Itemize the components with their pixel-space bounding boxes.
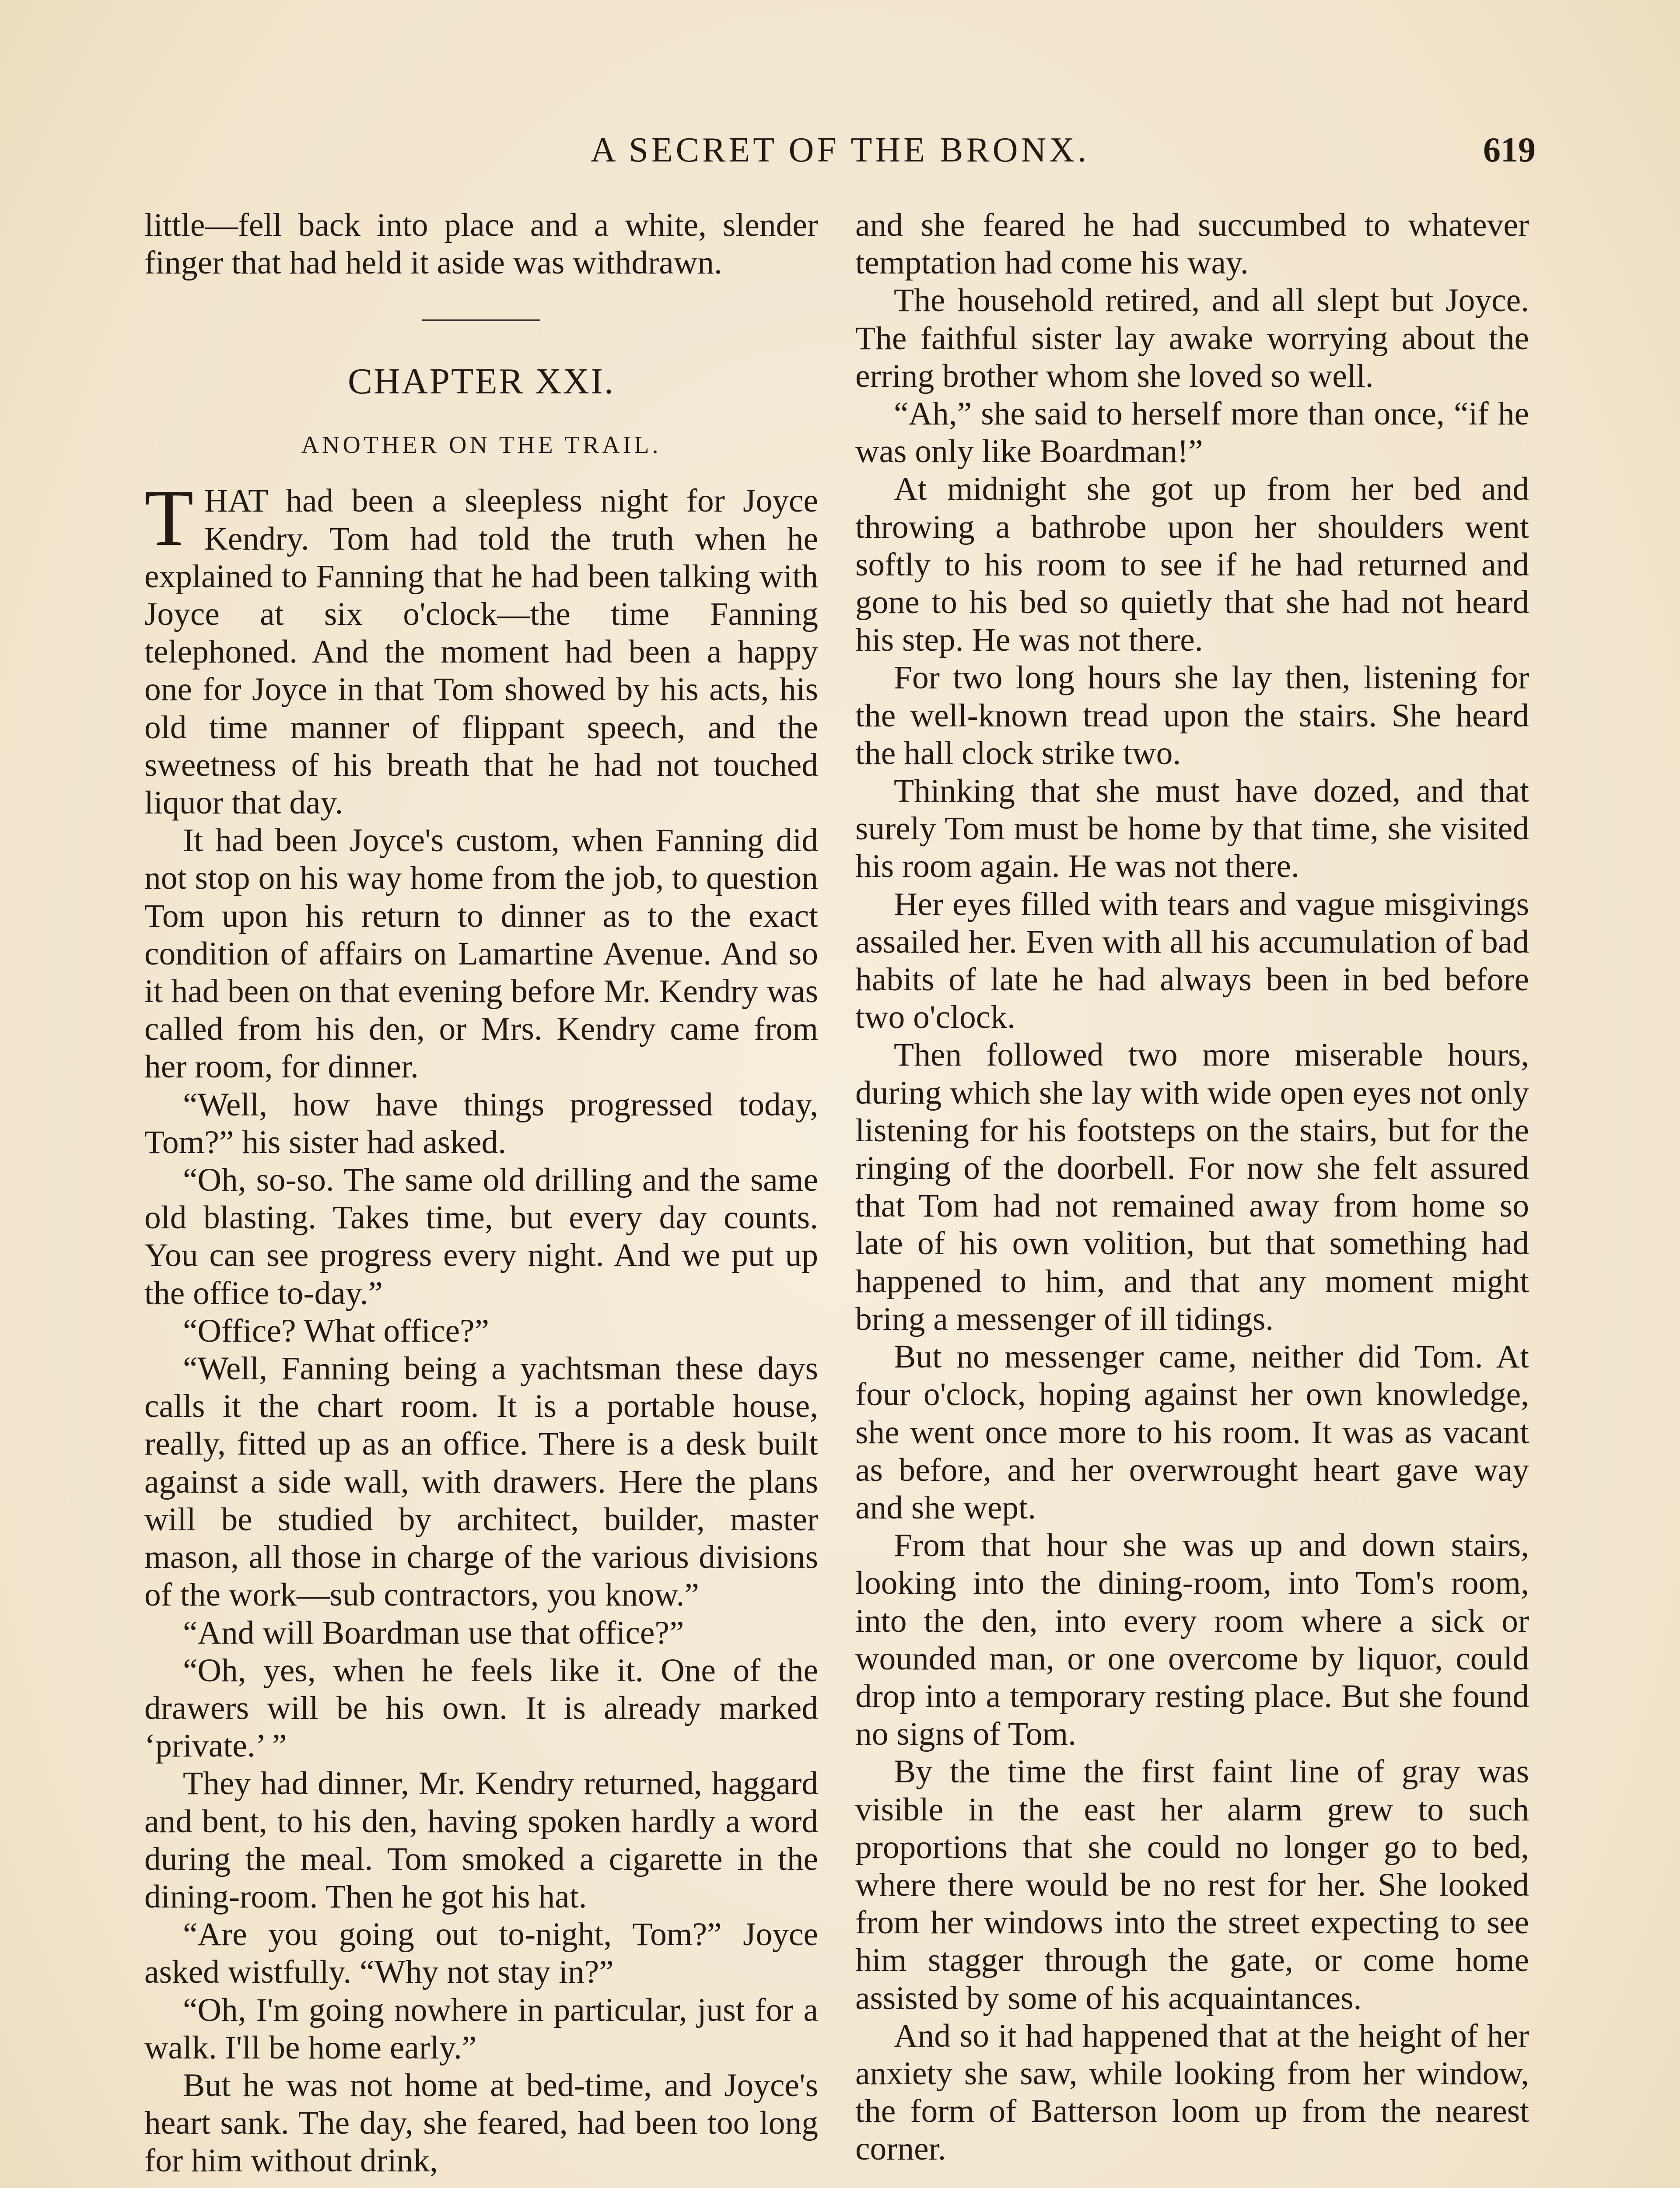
drop-cap: T bbox=[144, 473, 194, 563]
paragraph: “Oh, yes, when he feels like it. One of the drawers will be his own. It is already marked ‘private.’ ” bbox=[144, 1652, 818, 1764]
paragraph: Thinking that she must have dozed, and that surely Tom must be home by that time, she visited his room again. He was not there. bbox=[855, 773, 1529, 885]
left-column bbox=[144, 207, 818, 2180]
paragraph: By the time the first faint line of gray was visible in the east her alarm grew to such proportions that she could no longer go to bed, where there would be no rest for her. She looked from her windows into the street expecting to see him stagger through the gate, or come home assisted by some of his acquaintances. bbox=[855, 1753, 1529, 2016]
carryover-paragraph: little—fell back into place and a white, slender finger that had held it aside was withdrawn. bbox=[144, 207, 818, 281]
paragraph: “Office? What office?” bbox=[183, 1312, 490, 1349]
running-header bbox=[144, 126, 1536, 174]
paragraph: “And will Boardman use that office?” bbox=[183, 1614, 684, 1651]
chapter-subtitle: ANOTHER ON THE TRAIL. bbox=[301, 431, 662, 459]
paragraph: But no messenger came, neither did Tom. At four o'clock, hoping against her own knowledge, she went once more to his room. It was as vacant as before, and her overwrought heart gave way and she wept. bbox=[855, 1339, 1529, 1526]
paragraph: They had dinner, Mr. Kendry returned, haggard and bent, to his den, having spoken hardly a word during the meal. Tom smoked a cigarette in the dining-room. Then he got his hat. bbox=[144, 1765, 818, 1915]
paragraph: It had been Joyce's custom, when Fanning did not stop on his way home from the job, to question Tom upon his return to dinner as to the exact condition of affairs on Lamartine Avenue. And so it had been on that evening before Mr. Kendry was called from his den, or Mrs. Kendry came from her room, for dinner. bbox=[144, 822, 818, 1085]
paragraph: The household retired, and all slept but Joyce. The faithful sister lay awake worrying about the erring brother whom she loved so well. bbox=[855, 282, 1529, 394]
paragraph: “Are you going out to-night, Tom?” Joyce asked wistfully. “Why not stay in?” bbox=[144, 1916, 818, 1991]
paragraph: “Well, how have things progressed today, Tom?” his sister had asked. bbox=[144, 1086, 818, 1161]
paragraph: For two long hours she lay then, listening for the well-known tread upon the stairs. She heard the hall clock strike two. bbox=[855, 659, 1529, 771]
carryover-paragraph: and she feared he had succumbed to whatever temptation had come his way. bbox=[855, 207, 1529, 281]
paragraph: From that hour she was up and down stairs, looking into the dining-room, into Tom's room, into the den, into every room where a sick or wounded man, or one overcome by liquor, could drop into a temporary resting place. But she found no signs of Tom. bbox=[855, 1527, 1529, 1753]
paragraph: “Well, Fanning being a yachtsman these days calls it the chart room. It is a portable house, really, fitted up as an office. There is a desk built against a side wall, with drawers. Here the plans will be studied by architect, builder, master mason, all those in charge of the various divisions of the work—sub contractors, you know.” bbox=[144, 1350, 818, 1613]
chapter-title: CHAPTER XXI. bbox=[347, 361, 615, 402]
paragraph: “Oh, so-so. The same old drilling and the same old blasting. Takes time, but every day counts. You can see progress every night. And we put up the office to-day.” bbox=[144, 1162, 818, 1311]
paragraph: At midnight she got up from her bed and throwing a bathrobe upon her shoulders went softly to his room to see if he had returned and gone to his bed so quietly that she had not heard his step. He was not there. bbox=[855, 471, 1529, 659]
section-divider bbox=[422, 319, 540, 321]
opening-text: HAT had been a sleepless night for Joyce Kendry. Tom had told the truth when he explained to Fanning that he had been talking with Joyce at six o'clock—the time Fanning telephoned. And the moment had been a happy one for Joyce in that Tom showed by his acts, his old time manner of flippant speech, and the sweetness of his breath that he had not touched liquor that day. bbox=[144, 483, 818, 821]
paragraph: Then followed two more miserable hours, during which she lay with wide open eyes not only listening for his footsteps on the stairs, but for the ringing of the doorbell. For now she felt assured that Tom had not remained away from home so late of his own volition, but that something had happened to him, and that any moment might bring a messenger of ill tidings. bbox=[855, 1037, 1529, 1337]
page-number: 619 bbox=[1483, 131, 1536, 169]
paragraph: Her eyes filled with tears and vague misgivings assailed her. Even with all his accumulation of bad habits of late he had always been in bed before two o'clock. bbox=[855, 886, 1529, 1036]
paragraph: And so it had happened that at the height of her anxiety she saw, while looking from her window, the form of Batterson loom up from the nearest corner. bbox=[855, 2017, 1529, 2167]
opening-paragraph bbox=[144, 473, 818, 822]
paragraph: “Oh, I'm going nowhere in particular, just for a walk. I'll be home early.” bbox=[144, 1992, 818, 2066]
running-title: A SECRET OF THE BRONX. bbox=[590, 131, 1090, 169]
right-column bbox=[855, 207, 1529, 2168]
paragraph: “Ah,” she said to herself more than once, “if he was only like Boardman!” bbox=[855, 396, 1529, 470]
paragraph: But he was not home at bed-time, and Joyce's heart sank. The day, she feared, had been too long for him without drink, bbox=[144, 2067, 818, 2179]
